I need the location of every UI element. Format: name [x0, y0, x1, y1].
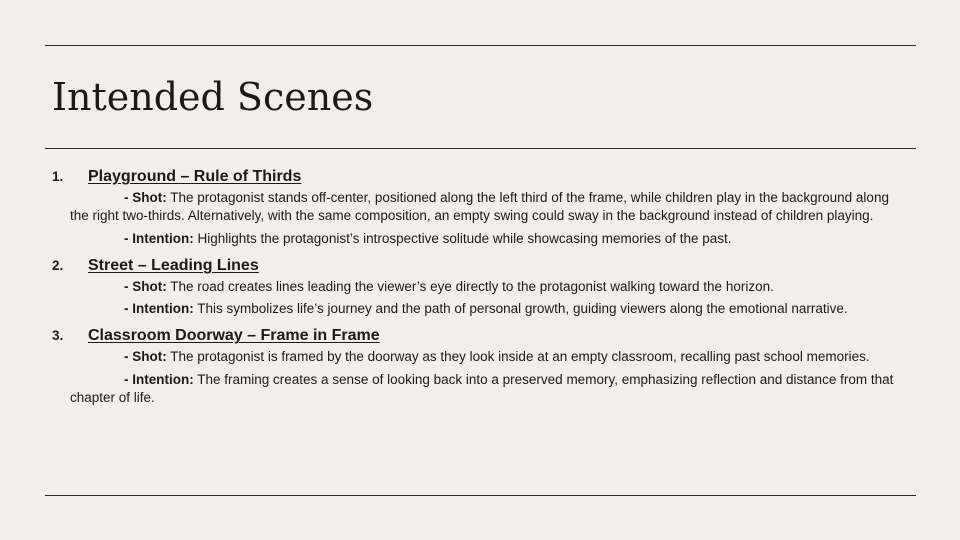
scene-title: Playground – Rule of Thirds	[88, 168, 302, 185]
scene-number: 3.	[52, 328, 64, 344]
intention-label: - Intention:	[124, 301, 194, 317]
scene-number: 1.	[52, 169, 64, 184]
title-divider	[45, 148, 916, 149]
shot-description	[70, 348, 902, 366]
bottom-divider	[45, 495, 916, 496]
intention-text: This symbolizes life’s journey and the path of personal growth, guiding viewers along the emotional narrative.	[193, 301, 848, 317]
intention-label: - Intention:	[124, 230, 194, 246]
scene-title: Classroom Doorway – Frame in Frame	[88, 327, 380, 345]
shot-description	[70, 189, 902, 226]
intention-label: - Intention:	[124, 371, 194, 387]
shot-text: The protagonist stands off-center, positioned along the left third of the frame, while children play in the background along the right two-thirds. Alternatively, with the same composition, an empty swing could sway in the background instead of children playing.	[70, 190, 889, 224]
scene-title: Street – Leading Lines	[88, 256, 259, 274]
scene-item-street	[52, 254, 902, 319]
scene-list	[52, 165, 902, 413]
shot-label: - Shot:	[124, 278, 167, 294]
intention-text: The framing creates a sense of looking back into a preserved memory, emphasizing reflection and distance from that chapter of life.	[70, 371, 894, 406]
intention-description	[70, 371, 902, 408]
intention-description	[70, 230, 902, 248]
intention-description	[70, 300, 902, 318]
scene-item-playground	[52, 165, 902, 248]
scene-item-classroom	[52, 324, 902, 407]
slide-title: Intended Scenes	[52, 75, 374, 119]
shot-label: - Shot:	[124, 190, 167, 205]
intention-text: Highlights the protagonist’s introspective solitude while showcasing memories of the past.	[193, 230, 732, 246]
scene-heading	[52, 165, 902, 189]
top-divider	[45, 45, 916, 46]
shot-text: The road creates lines leading the viewer’s eye directly to the protagonist walking toward the horizon.	[166, 278, 774, 294]
shot-text: The protagonist is framed by the doorway as they look inside at an empty classroom, recalling past school memories.	[166, 349, 870, 365]
scene-heading	[52, 254, 902, 278]
scene-heading	[52, 324, 902, 348]
shot-description	[70, 278, 902, 296]
scene-number: 2.	[52, 257, 64, 273]
shot-label: - Shot:	[124, 349, 167, 365]
